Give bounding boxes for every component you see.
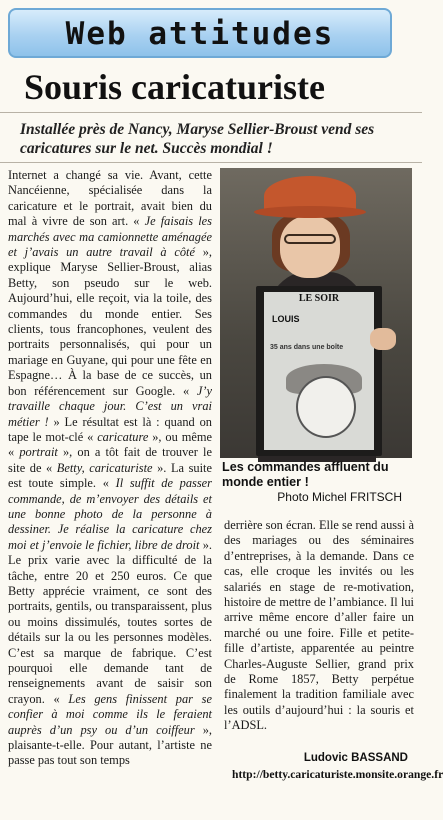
quote-run: caricature — [97, 429, 149, 444]
framed-caricature-subtitle: 35 ans dans une boîte — [270, 344, 344, 351]
article-website-url: http://betty.caricaturiste.monsite.orange.fr — [232, 768, 443, 781]
section-banner-title: Web attitudes — [65, 16, 335, 52]
article-byline: Ludovic BASSAND — [303, 752, 408, 764]
photo-subject-hat-brim — [254, 206, 366, 218]
photo-subject-glasses — [284, 234, 336, 244]
text-run: Internet a changé sa vie. Avant, cette Nancéienne, spécialisée dans la caricature et le portrait, avait bien du mal à vivre de son art. « — [8, 168, 212, 229]
quote-run: Les gens finissent par se confier à moi comme ils le feraient auprès d’un psy ou d’un coiffeur — [8, 691, 213, 737]
lede-divider — [0, 162, 422, 163]
text-run: ». La suite est toute simple. « — [8, 460, 212, 491]
framed-caricature-name: LOUIS — [272, 314, 300, 324]
quote-run: Il suffit de passer commande, de m’envoyer des détails et une bonne photo de la personne à dessiner. Je réalise la caricature chez moi et j’envoie le fichier, libre de droit — [8, 476, 213, 552]
quote-run: portrait — [19, 445, 58, 460]
quote-run: J’y travaille chaque jour. C’est un vrai métier ! — [8, 383, 212, 429]
text-run: », ou même « — [8, 429, 212, 460]
text-run: » Le résultat est là : quand on tape le mot-clé « — [8, 414, 212, 444]
caricature-face — [296, 376, 356, 438]
photo-subject-hand — [370, 328, 396, 350]
text-run: », plaisante-t-elle. Pour autant, l’artiste ne passe pas tout son temps — [8, 722, 212, 768]
headline-divider — [0, 112, 422, 113]
text-run: ». Le prix varie avec la difficulté de la tâche, entre 20 et 250 euros. Ce que Betty apprécie vraiment, ce sont des portraits, gentils, ou transparaissent, plus ou moins dissimulés, toutes sortes de détails sur la ou les personnes modèles. C’est sa marque de fabrique. C’est pourquoi elle demande tant de renseignements avant de saisir son crayon. « — [8, 537, 212, 706]
quote-run: Betty, caricaturiste — [56, 460, 153, 475]
article-headline: Souris caricaturiste — [24, 67, 325, 107]
section-banner — [8, 8, 392, 58]
quote-run: Je faisais les marchés avec ma camionnette aménagée et j’avais un autre travail à côté — [8, 214, 212, 260]
article-body-column-right: derrière son écran. Elle se rend aussi à des mariages ou des séminaires d’entreprises, à la demande. Dans ce cas, elle croque les invités ou les salariés en stage de re-motivation, histoire de mettre de l’ambiance. Il lui arrive même encore d’aller faire un marché ou une foire. Fille et petite-fille d’artiste, apparentée au peintre Charles-Auguste Sellier, grand prix de Rome 1857, Betty perpétue finalement la tradition familiale avec les outils d’aujourd’hui : la souris et l’ADSL. — [224, 518, 414, 733]
article-body-column-left — [8, 168, 212, 769]
text-run: », on a tôt fait de trouver le site de « — [8, 445, 212, 475]
article-lede: Installée près de Nancy, Maryse Sellier-Broust vend ses caricatures sur le net. Succès mondial ! — [20, 121, 375, 157]
article-photo — [220, 168, 412, 458]
photo-subject-face — [280, 216, 340, 278]
photo-caption: Les commandes affluent du monde entier ! — [222, 460, 389, 489]
text-run: », explique Maryse Sellier-Broust, alias Betty, son pseudo sur le web. Aujourd’hui, elle reçoit, via la toile, des commandes du monde entier. Ses clients, tous francophones, veulent des portraits personnalisés, qui pour un mariage en Guyane, qui pour une fête en Espagne… À la base de ce succès, un bon référencement sur Google. « — [8, 245, 213, 398]
framed-caricature-title: LE SOIR — [298, 293, 340, 304]
photo-credit: Photo Michel FRITSCH — [277, 490, 402, 504]
